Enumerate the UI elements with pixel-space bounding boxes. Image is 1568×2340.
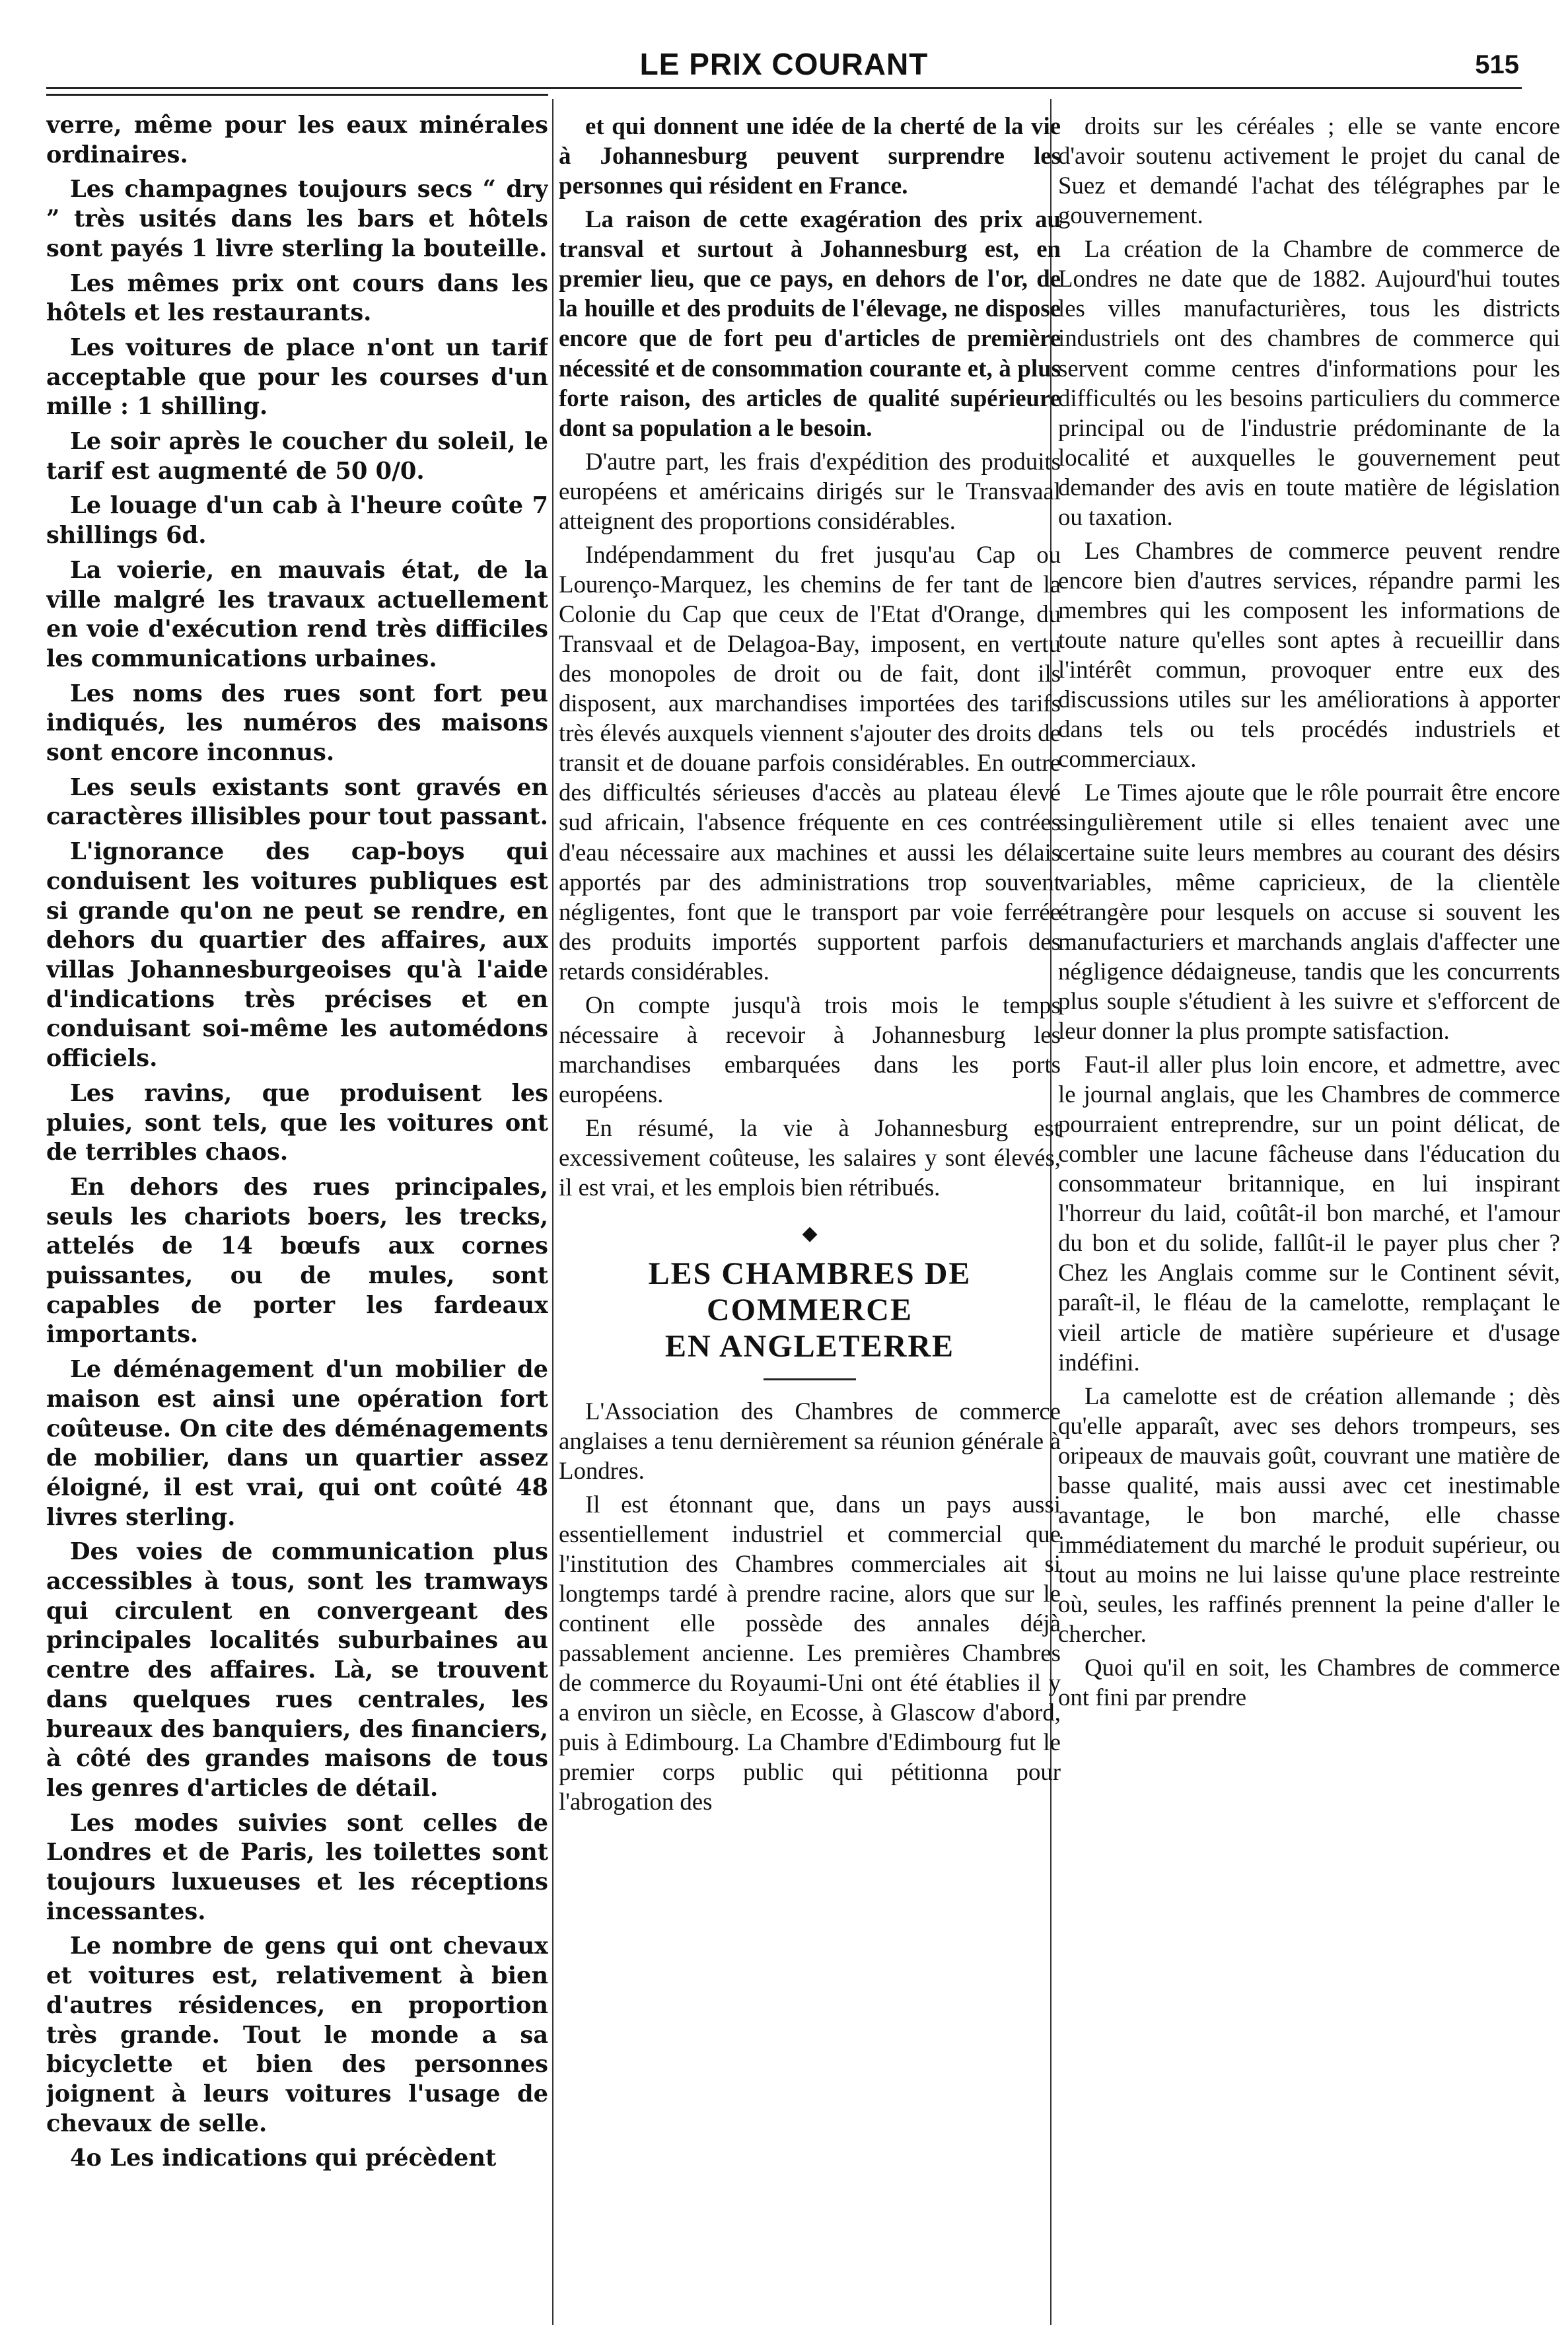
paragraph: En dehors des rues principales, seuls les chariots boers, les trecks, attelés de 14 bœufs aux cornes puissantes, ou de mules, sont capables de porter les fardeaux importants.: [46, 1173, 548, 1349]
paragraph: Les noms des rues sont fort peu indiqués, les numéros des maisons sont encore inconnus.: [46, 680, 548, 767]
paragraph: La camelotte est de création allemande ; dès qu'elle apparaît, avec ses dehors trompeurs, ses oripeaux de mauvais goût, couvrant une matière de basse qualité, mais aussi avec cet inestimable avantage, le bon marché, elle chasse immédiatement du marché le produit supérieur, ou tout au moins ne lui laisse qu'une place restreinte où, seules, les raffinés prennent la peine d'aller le chercher.: [1058, 1382, 1560, 1648]
column-3: [1058, 111, 1560, 2317]
paragraph: Le nombre de gens qui ont chevaux et voitures est, relativement à bien d'autres résidences, en proportion très grande. Tout le monde a sa bicyclette et bien des personnes joignent à leurs voitures l'usage de chevaux de selle.: [46, 1932, 548, 2137]
publication-title: LE PRIX COURANT: [639, 47, 929, 81]
column-2: [559, 111, 1061, 2317]
paragraph: La voierie, en mauvais état, de la ville malgré les travaux actuellement en voie d'exécution rend très difficiles les communications urbaines.: [46, 556, 548, 672]
paragraph: 4o Les indications qui précèdent: [70, 2145, 497, 2172]
paragraph: L'Association des Chambres de commerce anglaises a tenu dernièrement sa réunion générale à Londres.: [559, 1397, 1061, 1484]
header-rule: [46, 87, 1522, 89]
paragraph: Faut-il aller plus loin encore, et admettre, avec le journal anglais, que les Chambres de commerce pourraient entreprendre, sur un point délicat, de combler une lacune fâcheuse dans l'éducation du consommateur britannique, en lui inspirant l'horreur du laid, coûtât-il bon marché, et l'amour du bon et du solide, fallût-il le payer plus cher ? Chez les Anglais comme sur le Continent sévit, paraît-il, le fléau de la camelotte, remplaçant le vieil article de matière supérieure et d'usage indéfini.: [1058, 1050, 1560, 1376]
paragraph: Quoi qu'il en soit, les Chambres de commerce ont fini par prendre: [1058, 1654, 1560, 1711]
paragraph: Indépendamment du fret jusqu'au Cap ou Lourenço-Marquez, les chemins de fer tant de la Colonie du Cap que ceux de l'Etat d'Orange, du Transvaal et de Delagoa-Bay, imposent, en vertu des monopoles de droit ou de fait, dont ils disposent, aux marchandises importées des tarifs très élevés auxquels viennent s'ajouter des droits de transit et de douane parfois considérables. En outre des difficultés sérieuses d'accès au plateau élevé sud africain, l'absence fréquente en ces contrées d'eau nécessaire aux machines et aussi les délais apportés par des administrations trop souvent négligentes, font que le transport par voie ferrée des produits importés supportent parfois des retards considérables.: [559, 540, 1061, 985]
paragraph: droits sur les céréales ; elle se vante encore d'avoir soutenu activement le projet du canal de Suez et demandé l'achat des télégraphes par le gouvernement.: [1058, 112, 1560, 229]
title-rule: [764, 1378, 856, 1380]
paragraph: D'autre part, les frais d'expédition des produits européens et américains dirigés sur le Transvaal atteignent des proportions considérables.: [559, 447, 1061, 534]
paragraph: Les modes suivies sont celles de Londres et de Paris, les toilettes sont toujours luxueuses et les réceptions incessantes.: [46, 1809, 548, 1925]
paragraph: En résumé, la vie à Johannesburg est excessivement coûteuse, les salaires y sont élevés, il est vrai, et les emplois bien rétribués.: [559, 1114, 1061, 1201]
paragraph: et qui donnent une idée de la cherté de la vie à Johannesburg peuvent surprendre les personnes qui résident en France.: [559, 112, 1061, 199]
paragraph: La raison de cette exagération des prix au transval et surtout à Johannesburg est, en premier lieu, que ce pays, en dehors de l'or, de la houille et des produits de l'élevage, ne dispose encore que de fort peu d'articles de première nécessité et de consommation courante et, à plus forte raison, des articles de qualité supérieure dont sa population a le besoin.: [559, 205, 1061, 441]
page-header: [46, 41, 1522, 94]
paragraph: La création de la Chambre de commerce de Londres ne date que de 1882. Aujourd'hui toutes les villes manufacturières, tous les districts industriels ont des chambres de commerce qui servent comme centres d'informations pour les difficultés ou les besoins particuliers du commerce principal ou de l'industrie prédominante de la localité et auxquelles le gouvernement peut demander des avis en toute matière de législation ou taxation.: [1058, 235, 1560, 530]
paragraph: Des voies de communication plus accessibles à tous, sont les tramways qui circulent en convergeant des principales localités suburbaines au centre des affaires. Là, se trouvent dans quelques rues centrales, les bureaux des banquiers, des financiers, à côté des grandes maisons de tous les genres d'articles de détail.: [46, 1538, 548, 1802]
section-title: [559, 1256, 1061, 1365]
paragraph: Les voitures de place n'ont un tarif acceptable que pour les courses d'un mille : 1 shilling.: [46, 334, 548, 421]
paragraph: Il est étonnant que, dans un pays aussi essentiellement industriel et commercial que l'institution des Chambres commerciales ait si longtemps tardé à prendre racine, alors que sur le continent elle possède des annales déjà passablement ancienne. Les premières Chambres de commerce du Royaumi-Uni ont été établies il y a environ un siècle, en Ecosse, à Glascow d'abord, puis à Edimbourg. La Chambre d'Edimbourg fut le premier corps public qui pétitionna pour l'abrogation des: [559, 1490, 1061, 1816]
paragraph: Le Times ajoute que le rôle pourrait être encore singulièrement utile si elles tenaient avec une certaine suite leurs membres au courant des désirs variables, même capricieux, de la clientèle étrangère pour lesquels on accuse si souvent les manufacturiers et marchands anglais d'affecter une négligence dédaigneuse, tandis que les concurrents plus souple s'étudient à les suivre et s'efforcent de leur donner la plus prompte satisfaction.: [1058, 779, 1560, 1044]
paragraph: verre, même pour les eaux minérales ordinaires.: [46, 112, 548, 168]
header-rule-secondary: [46, 94, 548, 96]
column-divider-1: [552, 99, 553, 2325]
paragraph: Le louage d'un cab à l'heure coûte 7 shillings 6d.: [46, 492, 548, 550]
page-number: 515: [1475, 50, 1519, 79]
paragraph: Les mêmes prix ont cours dans les hôtels et les restaurants.: [46, 269, 548, 327]
paragraph: Les champagnes toujours secs “ dry ” très usités dans les bars et hôtels sont payés 1 livre sterling la bouteille.: [46, 176, 548, 262]
section-title-line-2: EN ANGLETERRE: [664, 1329, 955, 1365]
paragraph: Les seuls existants sont gravés en caractères illisibles pour tout passant.: [46, 773, 548, 831]
section-title-line-1: LES CHAMBRES DE COMMERCE: [648, 1256, 972, 1328]
paragraph: L'ignorance des cap-boys qui conduisent les voitures publiques est si grande qu'on ne peut se rendre, en dehors du quartier des affaires, aux villas Johannesburgeoises qu'à l'aide d'indications très précises et en conduisant soi-même les automédons officiels.: [46, 838, 548, 1073]
paragraph: On compte jusqu'à trois mois le temps nécessaire à recevoir à Johannesburg les marchandises embarquées dans les ports européens.: [559, 991, 1061, 1108]
column-1: [46, 111, 548, 2317]
paragraph: Le déménagement d'un mobilier de maison est ainsi une opération fort coûteuse. On cite des déménagements de mobilier, dans un quartier assez éloigné, il est vrai, qui ont coûté 48 livres sterling.: [46, 1356, 548, 1531]
ornament-diamond: ◆: [802, 1223, 818, 1245]
paragraph: Le soir après le coucher du soleil, le tarif est augmenté de 50 0/0.: [46, 428, 548, 485]
paragraph: Les ravins, que produisent les pluies, sont tels, que les voitures ont de terribles chaos.: [46, 1079, 548, 1166]
paragraph: Les Chambres de commerce peuvent rendre encore bien d'autres services, répandre parmi les membres qui les composent les informations de toute nature qu'elles sont aptes à recueillir dans l'intérêt commun, provoquer entre eux des discussions utiles sur les améliorations à apporter dans tels ou tels procédés industriels et commerciaux.: [1058, 536, 1560, 773]
